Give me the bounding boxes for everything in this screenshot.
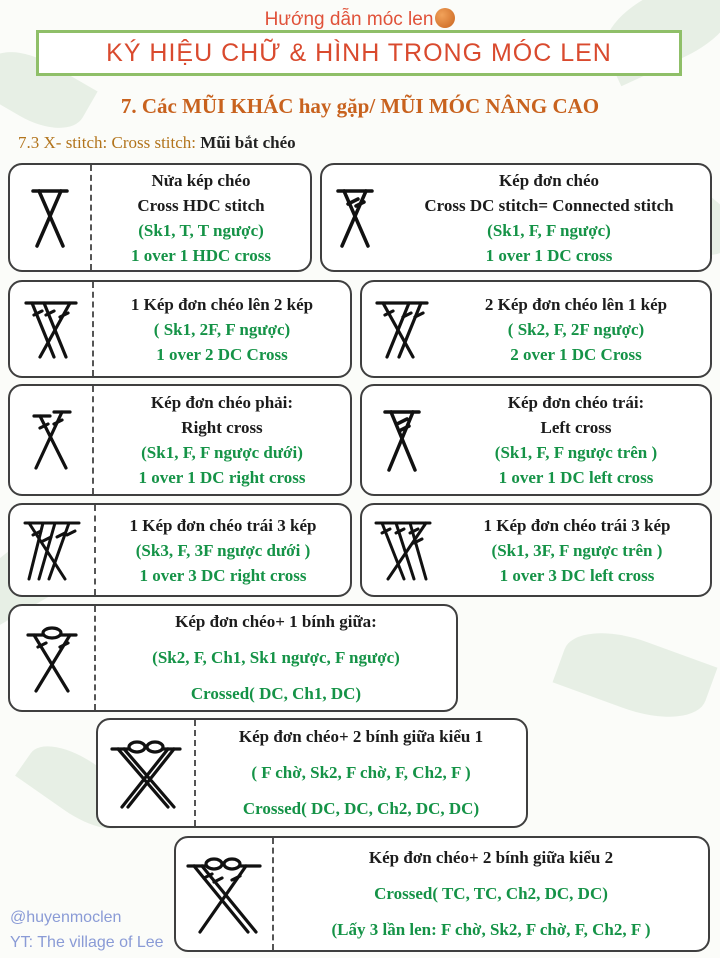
two-over-one-symbol-icon (362, 282, 442, 376)
dc-cross-symbol-icon (322, 165, 388, 270)
cross-ch2-style2-symbol-icon (176, 838, 274, 950)
stitch-card-1-over-2 (8, 280, 352, 378)
card-line-name: Nửa kép chéo (151, 170, 251, 190)
card-line-formula: ( Sk1, 2F, F ngược) (153, 319, 291, 339)
card-line-description: 1 over 1 DC left cross (498, 468, 654, 487)
card-line-description: Crossed( DC, DC, Ch2, DC, DC) (242, 799, 480, 818)
stitch-card-cross-ch2-style2 (174, 836, 710, 952)
stitch-card-left-cross (360, 384, 712, 496)
stitch-card-1-over-3-left (360, 503, 712, 597)
card-line-name: 1 Kép đơn chéo trái 3 kép (483, 515, 671, 535)
card-line-description: (Lấy 3 lần len: F chờ, Sk2, F chờ, F, Ch2, F ) (331, 920, 651, 939)
hdc-cross-symbol-icon (10, 165, 92, 270)
card-line-formula: (Sk1, T, T ngược) (138, 220, 264, 240)
right-cross-symbol-icon (10, 386, 94, 494)
stitch-card-cross-ch2-style1 (96, 718, 528, 828)
one-over-three-left-symbol-icon (362, 505, 444, 595)
watermark-handle: @huyenmoclen (10, 909, 122, 926)
card-line-english: Cross DC stitch= Connected stitch (424, 195, 674, 215)
card-line-english: Left cross (540, 418, 612, 437)
card-line-formula: ( F chờ, Sk2, F chờ, F, Ch2, F ) (251, 763, 471, 782)
stitch-card-right-cross (8, 384, 352, 496)
one-over-three-right-symbol-icon (10, 505, 96, 595)
one-over-two-symbol-icon (10, 282, 94, 376)
card-line-formula: (Sk1, F, F ngược) (487, 220, 611, 240)
card-line-description: 1 over 3 DC left cross (499, 565, 655, 585)
card-line-description: Crossed( DC, Ch1, DC) (190, 684, 362, 703)
cross-ch1-symbol-icon (10, 606, 96, 710)
stitch-card-cross-ch1 (8, 604, 458, 712)
card-line-name: Kép đơn chéo+ 2 bính giữa kiểu 1 (238, 727, 484, 746)
stitch-card-hdc-cross (8, 163, 312, 272)
card-line-formula: ( Sk2, F, 2F ngược) (507, 319, 645, 339)
card-line-name: 1 Kép đơn chéo lên 2 kép (130, 294, 314, 314)
page-title: KÝ HIỆU CHỮ & HÌNH TRONG MÓC LEN (106, 38, 612, 67)
stitch-card-dc-cross (320, 163, 712, 272)
card-line-name: 1 Kép đơn chéo trái 3 kép (129, 515, 317, 535)
stitch-card-text (442, 386, 710, 494)
stitch-card-2-over-1 (360, 280, 712, 378)
card-line-english: Cross HDC stitch (137, 195, 265, 215)
watermark-channel: YT: The village of Lee (10, 934, 164, 951)
subsection-heading (18, 133, 296, 153)
cross-ch2-style1-symbol-icon (98, 720, 196, 826)
stitch-card-text (94, 282, 350, 376)
card-line-description: 2 over 1 DC Cross (510, 344, 642, 364)
stitch-card-text (196, 720, 526, 826)
card-line-name: Kép đơn chéo trái: (507, 393, 645, 412)
card-line-formula: (Sk3, F, 3F ngược dưới ) (135, 540, 311, 560)
stitch-card-text (96, 505, 350, 595)
subsection-name: Mũi bắt chéo (200, 133, 296, 152)
subsection-label: 7.3 X- stitch: Cross stitch: (18, 133, 197, 152)
card-line-name: 2 Kép đơn chéo lên 1 kép (484, 294, 668, 314)
card-line-name: Kép đơn chéo phải: (150, 393, 294, 412)
card-line-description: 1 over 3 DC right cross (139, 565, 307, 585)
card-line-formula: (Sk1, F, F ngược trên ) (494, 443, 658, 462)
card-line-formula: (Sk1, 3F, F ngược trên ) (491, 540, 663, 560)
card-line-formula: (Sk2, F, Ch1, Sk1 ngược, F ngược) (152, 648, 400, 667)
stitch-card-text (444, 505, 710, 595)
title-box (36, 30, 682, 76)
card-line-description: 1 over 1 DC cross (485, 245, 613, 265)
stitch-card-1-over-3-right (8, 503, 352, 597)
card-line-name: Kép đơn chéo (498, 170, 600, 190)
card-line-description: 1 over 1 HDC cross (130, 245, 272, 265)
section-heading: 7. Các MŨI KHÁC hay gặp/ MŨI MÓC NÂNG CAO (120, 94, 600, 118)
stitch-card-text (388, 165, 710, 270)
banner (0, 8, 720, 31)
stitch-card-text (442, 282, 710, 376)
card-line-formula: Crossed( TC, TC, Ch2, DC, DC) (374, 884, 608, 903)
card-line-name: Kép đơn chéo+ 2 bính giữa kiểu 2 (368, 848, 614, 867)
card-line-name: Kép đơn chéo+ 1 bính giữa: (175, 612, 377, 631)
card-line-description: 1 over 1 DC right cross (138, 468, 306, 487)
banner-text: Hướng dẫn móc len (264, 9, 434, 30)
stitch-card-text (92, 165, 310, 270)
left-cross-symbol-icon (362, 386, 442, 494)
yarn-ball-icon (435, 8, 455, 28)
stitch-card-text (274, 838, 708, 950)
stitch-card-text (94, 386, 350, 494)
card-line-description: 1 over 2 DC Cross (156, 344, 288, 364)
card-line-english: Right cross (181, 418, 263, 437)
card-line-formula: (Sk1, F, F ngược dưới) (141, 443, 303, 462)
stitch-card-text (96, 606, 456, 710)
